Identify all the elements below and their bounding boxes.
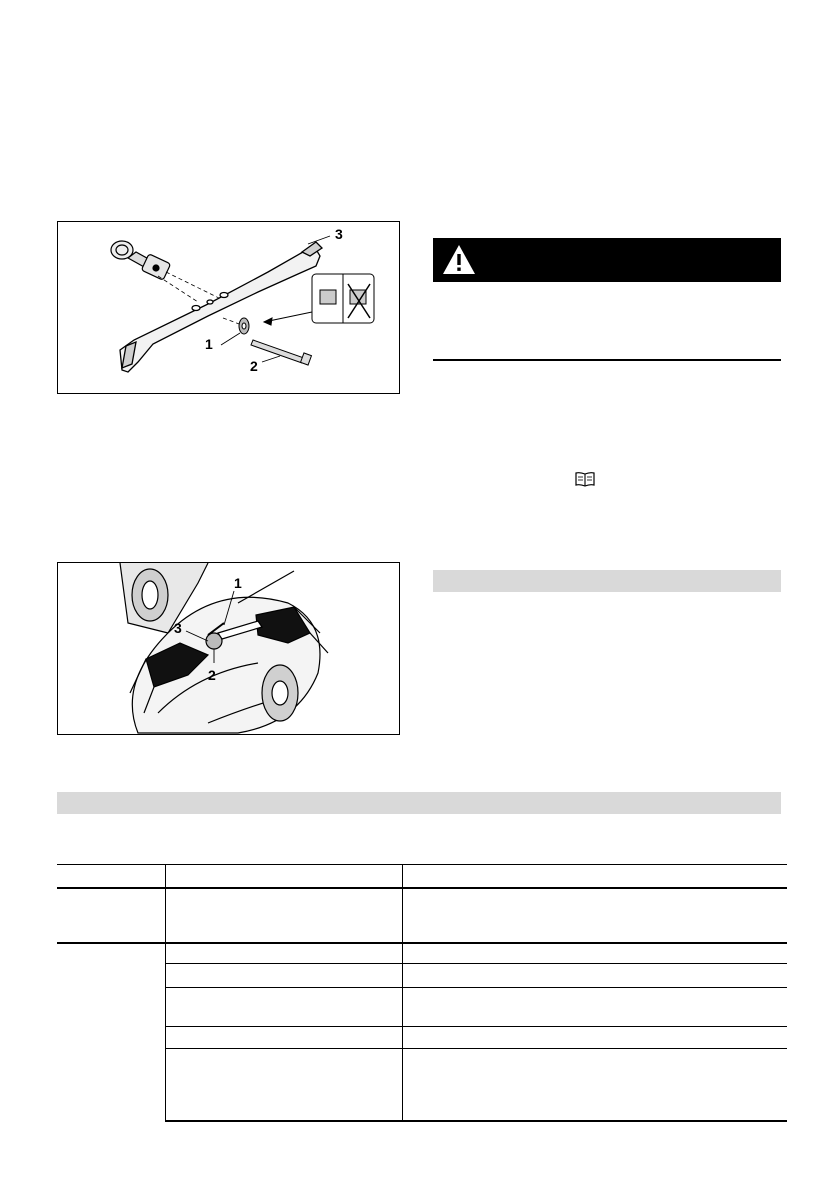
table-header-row: [57, 865, 787, 888]
callout-3: 3: [335, 226, 343, 242]
callout-2: 2: [208, 667, 216, 683]
warning-end-rule: [433, 359, 781, 361]
blade-tightening-illustration: [58, 563, 399, 734]
callout-2: 2: [250, 358, 258, 374]
table-cell: [402, 988, 787, 1027]
table-cell: [402, 1027, 787, 1049]
callout-1: 1: [205, 336, 213, 352]
table-cell: [402, 888, 787, 943]
table-cell: [165, 988, 402, 1027]
callout-3: 3: [174, 620, 182, 636]
table-cell: [402, 943, 787, 964]
header-cell: [57, 865, 165, 888]
callout-1: 1: [234, 575, 242, 591]
troubleshooting-table: [57, 864, 787, 1122]
rear-wheel-icon: [262, 665, 298, 721]
header-cell: [402, 865, 787, 888]
section-heading-bar: [57, 792, 781, 814]
motor-shaft-icon: [111, 241, 171, 280]
table-cell: [165, 1049, 402, 1121]
table-row: [57, 964, 787, 988]
table-row: [57, 1027, 787, 1049]
table-cell: [165, 1027, 402, 1049]
table-cell: [57, 888, 165, 943]
washer-icon: [239, 318, 249, 334]
warning-triangle-icon: [441, 242, 477, 278]
table-cell: [165, 943, 402, 964]
table-row: [57, 1049, 787, 1121]
figure-blade-assembly: [57, 221, 400, 394]
table-cell: [402, 964, 787, 988]
blade-assembly-illustration: [58, 222, 399, 393]
table-cell: [402, 1049, 787, 1121]
table-cell: [57, 943, 165, 1121]
table-cell: [165, 964, 402, 988]
book-icon: [574, 471, 596, 487]
figure-blade-tightening: [57, 562, 400, 735]
table-cell: [165, 888, 402, 943]
table-row: [57, 888, 787, 943]
screw-icon: [251, 340, 311, 365]
warning-header: [433, 238, 781, 282]
header-cell: [165, 865, 402, 888]
subsection-heading-bar: [433, 570, 781, 592]
table-row: [57, 943, 787, 964]
table-row: [57, 988, 787, 1027]
